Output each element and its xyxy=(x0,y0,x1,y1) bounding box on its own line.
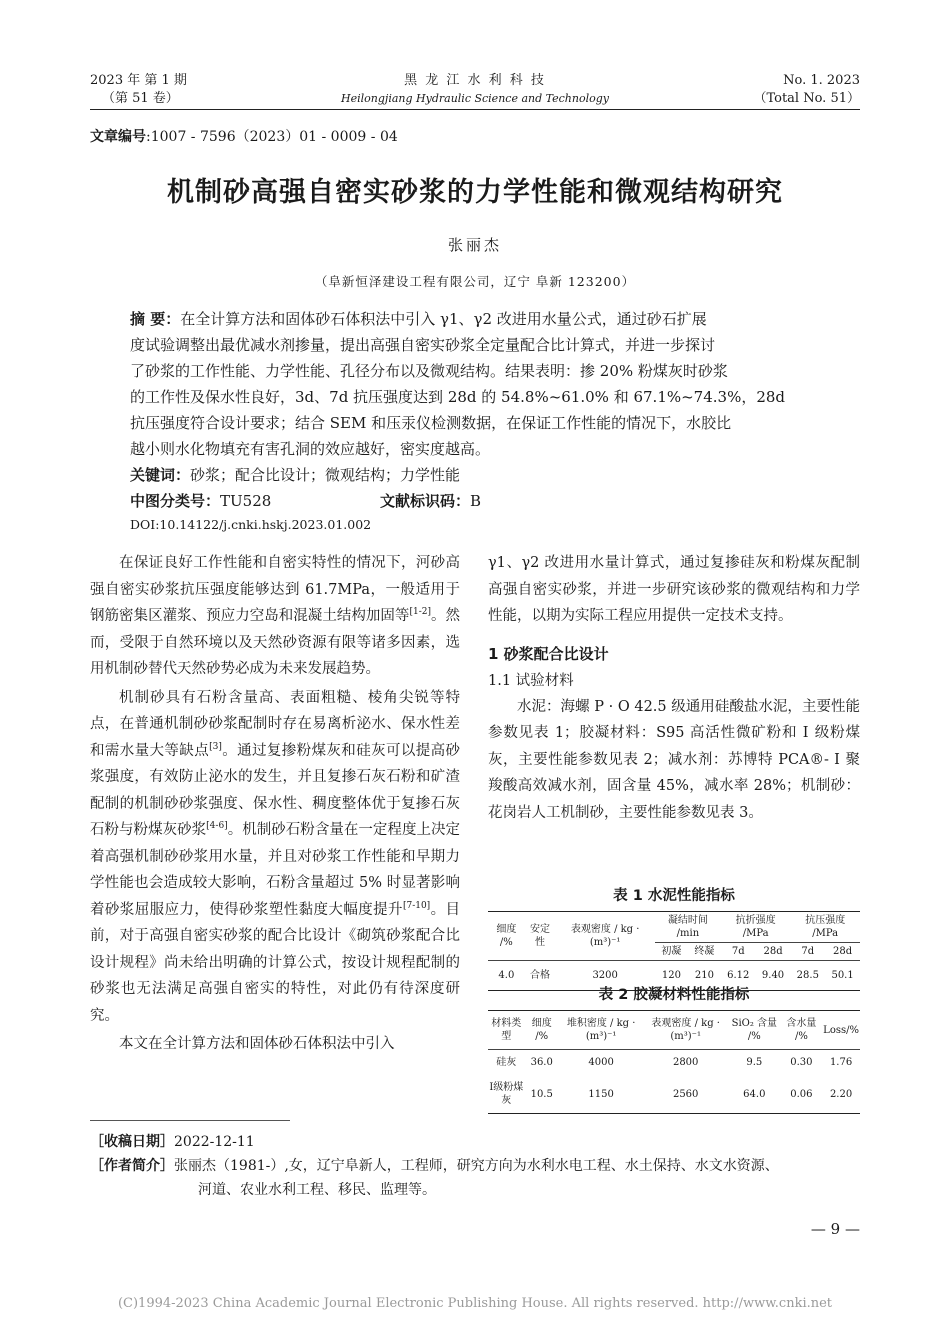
table-header: 抗压强度 /MPa xyxy=(805,915,846,939)
header-journal xyxy=(300,72,650,108)
keywords: 砂浆；配合比设计；微观结构；力学性能 xyxy=(190,466,461,484)
table-header: 终凝 xyxy=(694,946,715,957)
table-cell: 9.40 xyxy=(761,970,785,981)
table-cell: 0.06 xyxy=(790,1088,813,1100)
table-cell: 3200 xyxy=(592,970,618,981)
abstract-line: 的工作性及保水性良好，3d、7d 抗压强度达到 28d 的 54.8%~61.0% 和 67.1%~74.3%，28d xyxy=(130,388,786,406)
author-bio-label: ［作者简介］ xyxy=(90,1158,174,1174)
doc-code: B xyxy=(470,492,482,510)
table-cell: 4000 xyxy=(588,1057,614,1068)
page-number: — 9 — xyxy=(810,1220,860,1238)
table-header: 7d xyxy=(731,946,745,957)
footnote-rule xyxy=(90,1120,290,1121)
header-issue-line1: 2023 年 第 1 期 xyxy=(90,73,187,88)
table-header: 堆积密度 / kg · (m³)⁻¹ xyxy=(566,1018,636,1042)
author-bio: 张丽杰（1981-）,女，辽宁阜新人，工程师，研究方向为水利水电工程、水土保持、水文水资源、 xyxy=(174,1158,779,1174)
table-header: 安定性 xyxy=(530,924,551,948)
abstract-label: 摘 要 xyxy=(130,310,166,328)
citation: [3] xyxy=(209,741,222,752)
citation: [4-6] xyxy=(206,821,228,832)
header-number xyxy=(660,72,860,108)
table-cell: 1.76 xyxy=(829,1057,853,1068)
clc-code: TU528 xyxy=(220,492,272,510)
header-no: No. 1. 2023 xyxy=(783,73,860,88)
table-cell: 36.0 xyxy=(530,1057,553,1068)
table-header: 凝结时间 /min xyxy=(667,915,708,939)
header-issue xyxy=(90,72,290,108)
left-column xyxy=(90,550,460,1058)
table-header: 初凝 xyxy=(661,946,682,957)
header-total-no: （Total No. 51） xyxy=(753,91,860,106)
table-cell: 1150 xyxy=(588,1088,614,1100)
abstract-line: 在全计算方法和固体砂石体积法中引入 γ1、γ2 改进用水量公式，通过砂石扩展 xyxy=(180,310,707,328)
table-cell: 2.20 xyxy=(829,1088,853,1100)
table-header: 含水量 /% xyxy=(786,1018,817,1042)
table-header: 7d xyxy=(801,946,815,957)
cnki-watermark: (C)1994-2023 China Academic Journal Electronic Publishing House. All rights reserved. http://www.cnki.net xyxy=(117,1296,833,1311)
table-2-grid xyxy=(488,1011,860,1113)
table-header: Loss/% xyxy=(823,1024,859,1036)
table-cell: 0.30 xyxy=(790,1057,813,1068)
table-cell: 210 xyxy=(694,970,714,981)
table-cell: 64.0 xyxy=(743,1088,766,1100)
table-1-caption: 表 1 水泥性能指标 xyxy=(613,888,735,904)
table-header: SiO₂ 含量 /% xyxy=(731,1018,778,1042)
header-volume: （第 51 卷） xyxy=(102,91,179,106)
keywords-label: 关键词 xyxy=(130,466,176,484)
table-cell: 4.0 xyxy=(498,970,515,981)
table-1-grid xyxy=(488,912,860,990)
article-number-label: 文章编号 xyxy=(90,129,146,145)
journal-name-cn: 黑 龙 江 水 利 科 技 xyxy=(404,73,546,88)
table-header: 材料类型 xyxy=(491,1018,522,1042)
table-cell: 2560 xyxy=(672,1088,699,1100)
table-cell: 28.5 xyxy=(796,970,819,981)
intro-paragraph-2: 机制砂具有石粉含量高、表面粗糙、棱角尖锐等特点，在普通机制砂砂浆配制时存在易离析泌水、保水性差和需水量大等缺点[3]。通过复掺粉煤灰和硅灰可以提高砂浆强度，有效防止泌水的发生，并且复掺石灰石粉和矿渣配制的机制砂砂浆强度、保水性、稠度整体优于复掺石灰石粉与粉煤灰砂浆[4-6]。机制砂石粉含量在一定程度上决定着高强机制砂砂浆用水量，并且对砂浆工作性能和早期力学性能也会造成较大影响，石粉含量超过 5% 时显著影响着砂浆屈服应力，使得砂浆塑性黏度大幅度提升[7-10]。目前，对于高强自密实砂浆的配合比设计《砌筑砂浆配合比设计规程》尚未给出明确的计算公式，按设计规程配制的砂浆也无法满足高强自密实的特性，对此仍有待深度研究。 xyxy=(90,689,461,1024)
citation: [1-2] xyxy=(409,607,431,618)
journal-name-en: Heilongjiang Hydraulic Science and Technology xyxy=(341,92,609,105)
affiliation: （阜新恒泽建设工程有限公司，辽宁 阜新 123200） xyxy=(314,274,636,289)
table-cell: 6.12 xyxy=(727,970,750,981)
received-label: ［收稿日期］ xyxy=(90,1134,174,1150)
abstract: 摘 要：在全计算方法和固体砂石体积法中引入 γ1、γ2 改进用水量公式，通过砂石扩展 度试验调整出最优减水剂掺量，提出高强自密实砂浆全定量配合比计算式，并进一步探讨 了砂浆的工作性能、力学性能、孔径分布以及微观结构。结果表明：掺 20% 粉煤灰时砂浆 的工作性及保水性良好，3d、7d 抗压强度达到 28d 的 54.8%~61.0% 和 67.1%~74.3%，28d 抗压强度符合设计要求；结合 SEM 和压汞仪检测数据，在保证工作性能的情况下，水胶比 越小则水化物填充有害孔洞的效应越好，密实度越高。 关键词：砂浆；配合比设计；微观结构；力学性能 中图分类号：TU528 文献标识码：B DOI:10.14122/j.cnki.hskj.2023.01.002 xyxy=(130,306,830,536)
table-header: 表观密度 / kg · (m³)⁻¹ xyxy=(570,924,640,948)
citation: [7-10] xyxy=(402,900,431,911)
table-row xyxy=(488,1075,860,1113)
abstract-line: 越小则水化物填充有害孔洞的效应越好，密实度越高。 xyxy=(130,440,491,458)
table-cell: 9.5 xyxy=(746,1057,763,1068)
table-header: 细度 /% xyxy=(531,1018,552,1042)
table-cell: 10.5 xyxy=(530,1088,553,1100)
intro-paragraph-3: 本文在全计算方法和固体砂石体积法中引入 xyxy=(119,1036,395,1052)
doi: DOI:10.14122/j.cnki.hskj.2023.01.002 xyxy=(130,517,372,532)
header-rule xyxy=(90,109,860,110)
footnote xyxy=(90,1130,870,1202)
clc-label: 中图分类号 xyxy=(130,492,206,510)
abstract-line: 度试验调整出最优减水剂掺量，提出高强自密实砂浆全定量配合比计算式，并进一步探讨 xyxy=(130,336,716,354)
doc-code-label: 文献标识码 xyxy=(380,492,456,510)
table-cell: Ⅰ级粉煤灰 xyxy=(489,1082,524,1106)
table-header: 28d xyxy=(763,946,783,957)
received-date: 2022-12-11 xyxy=(174,1134,255,1150)
table-2-caption: 表 2 胶凝材料性能指标 xyxy=(598,987,750,1003)
table-cell: 120 xyxy=(661,970,681,981)
author-bio-cont: 河道、农业水利工程、移民、监理等。 xyxy=(198,1182,436,1198)
abstract-line: 抗压强度符合设计要求；结合 SEM 和压汞仪检测数据，在保证工作性能的情况下，水胶比 xyxy=(130,414,732,432)
table-1 xyxy=(488,884,860,991)
table-2 xyxy=(488,983,860,1114)
table-header: 表观密度 / kg · (m³)⁻¹ xyxy=(651,1018,720,1042)
article-number xyxy=(90,126,398,146)
abstract-line: 了砂浆的工作性能、力学性能、孔径分布以及微观结构。结果表明：掺 20% 粉煤灰时砂浆 xyxy=(130,362,728,380)
table-header: 抗折强度 /MPa xyxy=(735,915,776,939)
table-header: 28d xyxy=(833,946,853,957)
section-heading-1-1: 1.1 试验材料 xyxy=(488,672,574,689)
article-number-value: :1007 - 7596（2023）01 - 0009 - 04 xyxy=(146,129,398,145)
right-column xyxy=(488,550,860,826)
table-row xyxy=(488,1050,860,1076)
paper-title: 机制砂高强自密实砂浆的力学性能和微观结构研究 xyxy=(167,177,783,208)
table-cell: 50.1 xyxy=(831,970,854,981)
intro-paragraph-3-cont: γ1、γ2 改进用水量计算式，通过复掺硅灰和粉煤灰配制高强自密实砂浆，并进一步研究该砂浆的微观结构和力学性能，以期为实际工程应用提供一定技术支持。 xyxy=(488,555,860,624)
table-cell: 合格 xyxy=(530,970,551,981)
materials-paragraph: 水泥：海螺 P · O 42.5 级通用硅酸盐水泥，主要性能参数见表 1；胶凝材料：S95 高活性微矿粉和 Ⅰ 级粉煤灰，主要性能参数见表 2；减水剂：苏博特 PCA®- Ⅰ 聚羧酸高效减水剂，固含量 45%，减水率 28%；机制砂：花岗岩人工机制砂，主要性能参数见表 3。 xyxy=(488,698,860,821)
table-cell: 2800 xyxy=(672,1057,699,1068)
table-header: 细度 /% xyxy=(496,924,517,948)
section-heading-1: 1 砂浆配合比设计 xyxy=(488,644,609,663)
intro-paragraph-1: 在保证良好工作性能和自密实特性的情况下，河砂高强自密实砂浆抗压强度能够达到 61.7MPa，一般适用于钢筋密集区灌浆、预应力空岛和混凝土结构加固等[1-2]。然而，受限于自然环境以及天然砂资源有限等诸多因素，选用机制砂替代天然砂势必成为未来发展趋势。 xyxy=(90,555,461,677)
author-name: 张丽杰 xyxy=(447,236,502,254)
table-cell: 硅灰 xyxy=(496,1057,517,1068)
